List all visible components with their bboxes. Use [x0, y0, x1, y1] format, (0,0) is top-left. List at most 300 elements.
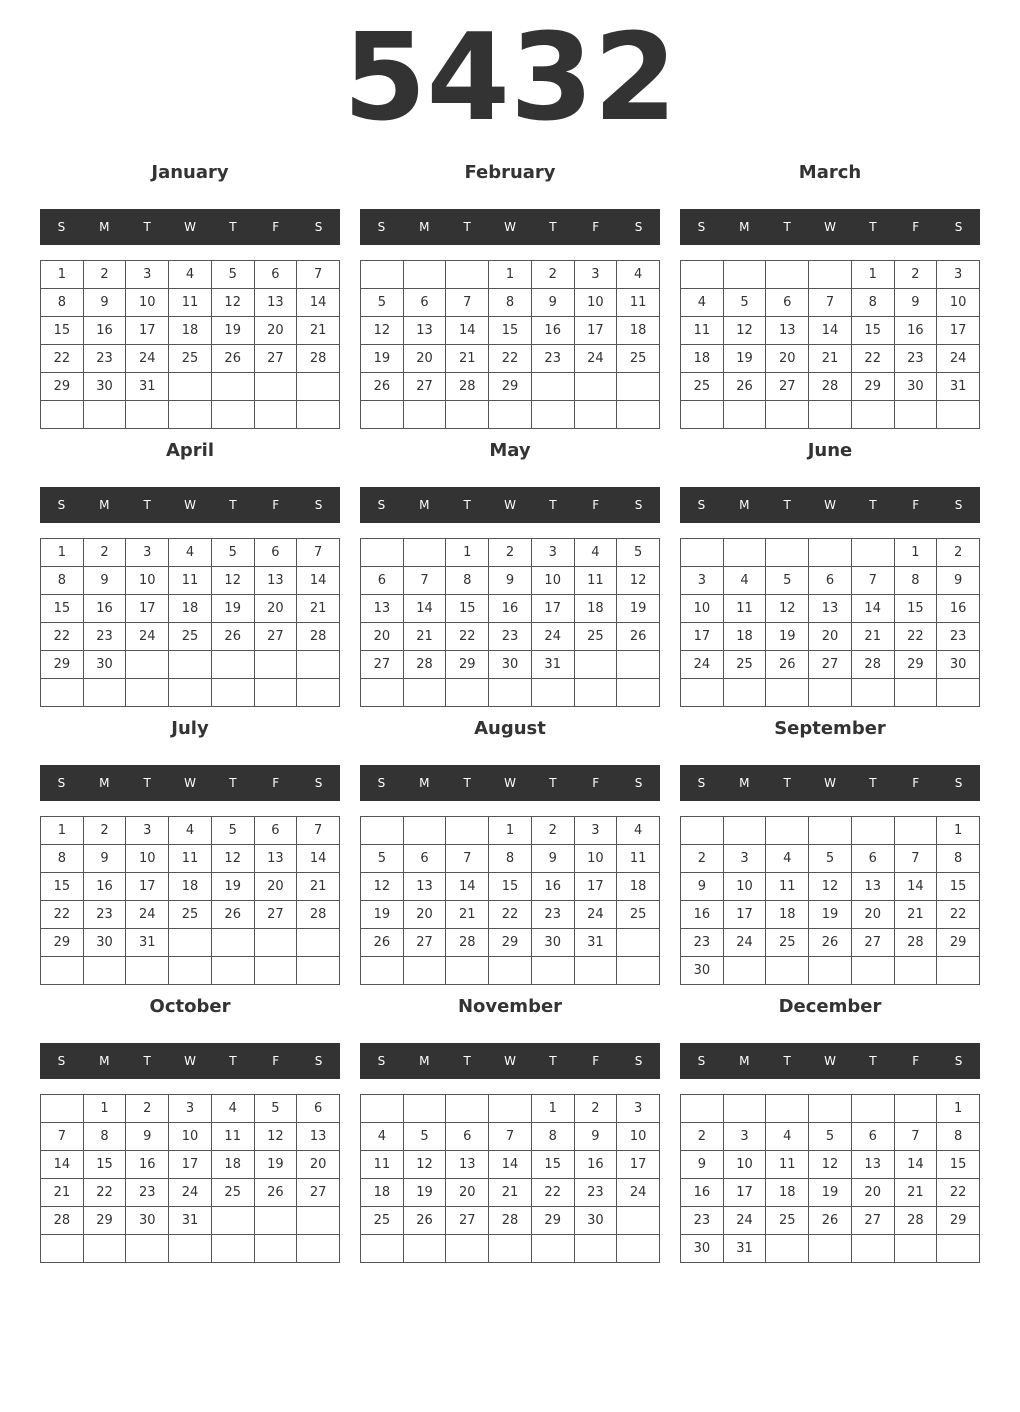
day-cell: 25 [575, 623, 618, 651]
weekday-header [360, 765, 660, 801]
empty-day-cell [809, 679, 852, 707]
day-cell: 6 [852, 1123, 895, 1151]
month-july [40, 713, 340, 985]
weekday-label: F [912, 498, 920, 512]
day-cell: 20 [404, 345, 447, 373]
day-cell: 1 [937, 817, 980, 845]
day-cell: 15 [41, 873, 84, 901]
empty-day-cell [255, 957, 298, 985]
empty-day-cell [724, 401, 767, 429]
day-cell: 12 [617, 567, 660, 595]
day-cell: 9 [126, 1123, 169, 1151]
day-cell: 24 [724, 1207, 767, 1235]
weekday-header [680, 1043, 980, 1079]
day-cell: 29 [84, 1207, 127, 1235]
day-cell: 8 [41, 845, 84, 873]
day-cell: 1 [489, 261, 532, 289]
weekday-label: W [184, 1054, 196, 1068]
day-cell: 8 [937, 1123, 980, 1151]
weekday-label: T [229, 1054, 237, 1068]
day-cell: 29 [532, 1207, 575, 1235]
day-grid [680, 260, 980, 429]
day-cell: 28 [809, 373, 852, 401]
empty-day-cell [766, 679, 809, 707]
day-cell: 11 [766, 1151, 809, 1179]
day-cell: 24 [724, 929, 767, 957]
day-cell: 14 [446, 317, 489, 345]
day-cell: 6 [404, 845, 447, 873]
weekday-label: W [824, 498, 836, 512]
day-cell: 17 [575, 317, 618, 345]
day-cell: 16 [84, 873, 127, 901]
day-cell: 30 [84, 651, 127, 679]
empty-day-cell [809, 261, 852, 289]
day-cell: 24 [126, 901, 169, 929]
empty-day-cell [255, 1207, 298, 1235]
day-cell: 9 [937, 567, 980, 595]
day-cell: 4 [617, 817, 660, 845]
empty-day-cell [724, 261, 767, 289]
day-cell: 31 [532, 651, 575, 679]
day-grid [680, 538, 980, 707]
empty-day-cell [404, 817, 447, 845]
day-cell: 7 [809, 289, 852, 317]
weekday-label: M [99, 776, 110, 790]
day-cell: 8 [41, 567, 84, 595]
day-cell: 10 [575, 845, 618, 873]
empty-day-cell [895, 957, 938, 985]
month-february [360, 157, 660, 429]
day-cell: 22 [937, 1179, 980, 1207]
empty-day-cell [617, 929, 660, 957]
weekday-label: S [954, 498, 963, 512]
day-cell: 12 [766, 595, 809, 623]
month-march [680, 157, 980, 429]
day-cell: 7 [446, 845, 489, 873]
empty-day-cell [617, 373, 660, 401]
empty-day-cell [212, 373, 255, 401]
day-cell: 8 [41, 289, 84, 317]
day-cell: 9 [575, 1123, 618, 1151]
weekday-label: W [184, 220, 196, 234]
weekday-label: F [592, 776, 600, 790]
year-title: 5432 [343, 9, 677, 148]
day-cell: 2 [895, 261, 938, 289]
day-cell: 27 [255, 901, 298, 929]
day-cell: 29 [41, 651, 84, 679]
empty-day-cell [575, 401, 618, 429]
day-cell: 13 [766, 317, 809, 345]
day-cell: 1 [41, 539, 84, 567]
day-cell: 24 [169, 1179, 212, 1207]
day-cell: 25 [169, 345, 212, 373]
day-cell: 29 [489, 373, 532, 401]
day-cell: 21 [895, 901, 938, 929]
empty-day-cell [895, 817, 938, 845]
day-cell: 7 [297, 539, 340, 567]
empty-day-cell [84, 679, 127, 707]
weekday-label: S [314, 498, 323, 512]
weekday-label: T [549, 776, 557, 790]
weekday-label: W [504, 220, 516, 234]
empty-day-cell [126, 1235, 169, 1263]
empty-day-cell [766, 401, 809, 429]
day-cell: 14 [489, 1151, 532, 1179]
empty-day-cell [766, 957, 809, 985]
day-cell: 28 [895, 1207, 938, 1235]
day-cell: 18 [169, 317, 212, 345]
day-cell: 26 [809, 1207, 852, 1235]
day-cell: 5 [212, 817, 255, 845]
empty-day-cell [852, 539, 895, 567]
day-cell: 7 [895, 845, 938, 873]
month-name: October [149, 996, 231, 1017]
day-cell: 5 [809, 845, 852, 873]
day-cell: 19 [809, 1179, 852, 1207]
day-cell: 23 [126, 1179, 169, 1207]
day-cell: 16 [126, 1151, 169, 1179]
day-cell: 29 [41, 929, 84, 957]
day-cell: 2 [681, 1123, 724, 1151]
day-cell: 24 [617, 1179, 660, 1207]
empty-day-cell [617, 957, 660, 985]
day-cell: 16 [575, 1151, 618, 1179]
day-cell: 10 [724, 873, 767, 901]
empty-day-cell [255, 373, 298, 401]
weekday-label: M [419, 498, 430, 512]
day-cell: 17 [575, 873, 618, 901]
day-cell: 28 [404, 651, 447, 679]
day-cell: 8 [852, 289, 895, 317]
day-cell: 29 [937, 929, 980, 957]
weekday-header [360, 1043, 660, 1079]
day-cell: 16 [532, 873, 575, 901]
day-cell: 19 [212, 317, 255, 345]
empty-day-cell [852, 1095, 895, 1123]
day-cell: 29 [489, 929, 532, 957]
weekday-label: T [229, 498, 237, 512]
day-cell: 2 [84, 539, 127, 567]
day-cell: 22 [41, 901, 84, 929]
day-cell: 3 [575, 261, 618, 289]
day-cell: 29 [895, 651, 938, 679]
weekday-label: T [463, 1054, 471, 1068]
day-cell: 12 [361, 317, 404, 345]
month-april [40, 435, 340, 707]
empty-day-cell [809, 539, 852, 567]
empty-day-cell [404, 1095, 447, 1123]
weekday-label: F [912, 1054, 920, 1068]
day-cell: 25 [212, 1179, 255, 1207]
day-cell: 12 [212, 567, 255, 595]
day-cell: 22 [852, 345, 895, 373]
day-cell: 27 [361, 651, 404, 679]
empty-day-cell [724, 539, 767, 567]
day-cell: 12 [255, 1123, 298, 1151]
day-cell: 26 [766, 651, 809, 679]
day-cell: 21 [895, 1179, 938, 1207]
day-cell: 25 [617, 901, 660, 929]
empty-day-cell [809, 817, 852, 845]
weekday-label: S [57, 1054, 66, 1068]
day-cell: 7 [41, 1123, 84, 1151]
day-cell: 30 [937, 651, 980, 679]
day-cell: 19 [361, 345, 404, 373]
empty-day-cell [681, 401, 724, 429]
weekday-label: S [697, 1054, 706, 1068]
day-cell: 16 [937, 595, 980, 623]
weekday-label: W [504, 776, 516, 790]
day-cell: 9 [84, 289, 127, 317]
day-cell: 25 [169, 901, 212, 929]
day-cell: 28 [446, 373, 489, 401]
empty-day-cell [212, 401, 255, 429]
day-cell: 2 [489, 539, 532, 567]
weekday-label: M [739, 220, 750, 234]
day-cell: 21 [297, 317, 340, 345]
empty-day-cell [361, 679, 404, 707]
weekday-label: T [783, 776, 791, 790]
weekday-label: S [634, 1054, 643, 1068]
day-cell: 10 [126, 567, 169, 595]
month-name: July [171, 718, 209, 739]
weekday-label: T [143, 498, 151, 512]
day-cell: 30 [84, 373, 127, 401]
empty-day-cell [404, 679, 447, 707]
day-grid [360, 1094, 660, 1263]
empty-day-cell [41, 679, 84, 707]
day-cell: 25 [766, 1207, 809, 1235]
day-cell: 11 [169, 567, 212, 595]
empty-day-cell [681, 817, 724, 845]
day-cell: 14 [895, 873, 938, 901]
day-cell: 5 [404, 1123, 447, 1151]
day-cell: 25 [681, 373, 724, 401]
day-cell: 1 [41, 817, 84, 845]
weekday-label: S [954, 220, 963, 234]
day-cell: 8 [84, 1123, 127, 1151]
day-cell: 10 [126, 289, 169, 317]
day-cell: 1 [895, 539, 938, 567]
weekday-label: S [634, 498, 643, 512]
day-cell: 4 [766, 845, 809, 873]
empty-day-cell [169, 957, 212, 985]
day-cell: 26 [212, 901, 255, 929]
weekday-label: T [783, 1054, 791, 1068]
day-cell: 11 [681, 317, 724, 345]
weekday-header [360, 487, 660, 523]
day-cell: 30 [575, 1207, 618, 1235]
day-cell: 14 [446, 873, 489, 901]
day-cell: 3 [126, 817, 169, 845]
empty-day-cell [84, 957, 127, 985]
weekday-label: M [99, 220, 110, 234]
month-november [360, 991, 660, 1263]
day-cell: 23 [681, 1207, 724, 1235]
weekday-label: T [463, 220, 471, 234]
weekday-header [40, 487, 340, 523]
day-cell: 29 [41, 373, 84, 401]
day-cell: 1 [937, 1095, 980, 1123]
day-cell: 27 [446, 1207, 489, 1235]
day-cell: 26 [212, 345, 255, 373]
day-cell: 26 [255, 1179, 298, 1207]
weekday-label: T [549, 1054, 557, 1068]
empty-day-cell [852, 401, 895, 429]
month-name: September [774, 718, 886, 739]
day-cell: 1 [852, 261, 895, 289]
empty-day-cell [617, 651, 660, 679]
empty-day-cell [724, 957, 767, 985]
day-cell: 25 [617, 345, 660, 373]
day-cell: 19 [766, 623, 809, 651]
day-grid [360, 260, 660, 429]
empty-day-cell [532, 1235, 575, 1263]
day-cell: 11 [766, 873, 809, 901]
day-cell: 27 [255, 623, 298, 651]
empty-day-cell [169, 679, 212, 707]
day-cell: 3 [126, 261, 169, 289]
empty-day-cell [361, 957, 404, 985]
weekday-header [680, 487, 980, 523]
month-september [680, 713, 980, 985]
day-cell: 18 [766, 1179, 809, 1207]
day-cell: 17 [681, 623, 724, 651]
day-cell: 16 [84, 595, 127, 623]
day-cell: 20 [766, 345, 809, 373]
day-cell: 4 [575, 539, 618, 567]
empty-day-cell [617, 1235, 660, 1263]
day-cell: 21 [297, 595, 340, 623]
day-cell: 25 [169, 623, 212, 651]
day-cell: 1 [532, 1095, 575, 1123]
day-cell: 21 [852, 623, 895, 651]
empty-day-cell [169, 1235, 212, 1263]
day-cell: 21 [489, 1179, 532, 1207]
day-cell: 18 [681, 345, 724, 373]
day-cell: 23 [575, 1179, 618, 1207]
day-cell: 7 [895, 1123, 938, 1151]
empty-day-cell [212, 651, 255, 679]
day-cell: 4 [361, 1123, 404, 1151]
day-cell: 25 [361, 1207, 404, 1235]
weekday-label: T [143, 1054, 151, 1068]
day-cell: 13 [255, 845, 298, 873]
day-cell: 31 [724, 1235, 767, 1263]
month-name: February [464, 162, 556, 183]
weekday-label: T [463, 498, 471, 512]
day-cell: 14 [852, 595, 895, 623]
weekday-label: T [869, 776, 877, 790]
weekday-label: S [314, 1054, 323, 1068]
day-cell: 23 [84, 901, 127, 929]
weekday-label: W [824, 776, 836, 790]
day-cell: 20 [255, 317, 298, 345]
day-cell: 20 [255, 595, 298, 623]
day-cell: 21 [297, 873, 340, 901]
day-cell: 7 [297, 261, 340, 289]
empty-day-cell [255, 679, 298, 707]
day-cell: 13 [404, 873, 447, 901]
day-cell: 4 [766, 1123, 809, 1151]
weekday-label: F [272, 776, 280, 790]
day-cell: 5 [361, 289, 404, 317]
day-cell: 17 [532, 595, 575, 623]
day-cell: 15 [446, 595, 489, 623]
weekday-label: M [739, 1054, 750, 1068]
day-cell: 6 [297, 1095, 340, 1123]
day-cell: 21 [41, 1179, 84, 1207]
day-cell: 22 [532, 1179, 575, 1207]
day-cell: 27 [404, 929, 447, 957]
day-cell: 14 [404, 595, 447, 623]
month-name: December [778, 996, 882, 1017]
day-cell: 19 [724, 345, 767, 373]
empty-day-cell [361, 1235, 404, 1263]
day-cell: 17 [126, 317, 169, 345]
empty-day-cell [489, 401, 532, 429]
weekday-header [40, 209, 340, 245]
weekday-label: T [869, 220, 877, 234]
empty-day-cell [212, 679, 255, 707]
empty-day-cell [766, 539, 809, 567]
empty-day-cell [297, 1207, 340, 1235]
day-cell: 10 [681, 595, 724, 623]
day-cell: 10 [724, 1151, 767, 1179]
day-grid [40, 260, 340, 429]
day-cell: 6 [809, 567, 852, 595]
day-cell: 21 [809, 345, 852, 373]
day-cell: 17 [724, 1179, 767, 1207]
day-grid [360, 538, 660, 707]
empty-day-cell [532, 679, 575, 707]
weekday-label: S [697, 498, 706, 512]
day-cell: 13 [255, 567, 298, 595]
day-cell: 10 [937, 289, 980, 317]
empty-day-cell [404, 539, 447, 567]
day-cell: 15 [489, 873, 532, 901]
day-cell: 14 [297, 289, 340, 317]
day-cell: 11 [212, 1123, 255, 1151]
empty-day-cell [532, 957, 575, 985]
day-cell: 17 [937, 317, 980, 345]
day-cell: 12 [809, 873, 852, 901]
empty-day-cell [361, 401, 404, 429]
empty-day-cell [489, 679, 532, 707]
day-cell: 8 [937, 845, 980, 873]
day-cell: 23 [681, 929, 724, 957]
empty-day-cell [724, 817, 767, 845]
day-cell: 1 [41, 261, 84, 289]
empty-day-cell [766, 1095, 809, 1123]
day-cell: 14 [895, 1151, 938, 1179]
weekday-label: S [314, 776, 323, 790]
day-cell: 15 [84, 1151, 127, 1179]
empty-day-cell [575, 679, 618, 707]
day-cell: 13 [255, 289, 298, 317]
empty-day-cell [575, 373, 618, 401]
month-name: November [457, 996, 563, 1017]
day-cell: 12 [724, 317, 767, 345]
empty-day-cell [895, 401, 938, 429]
day-cell: 15 [895, 595, 938, 623]
month-august [360, 713, 660, 985]
weekday-label: S [57, 220, 66, 234]
day-cell: 24 [532, 623, 575, 651]
day-cell: 18 [169, 595, 212, 623]
empty-day-cell [809, 957, 852, 985]
empty-day-cell [446, 401, 489, 429]
